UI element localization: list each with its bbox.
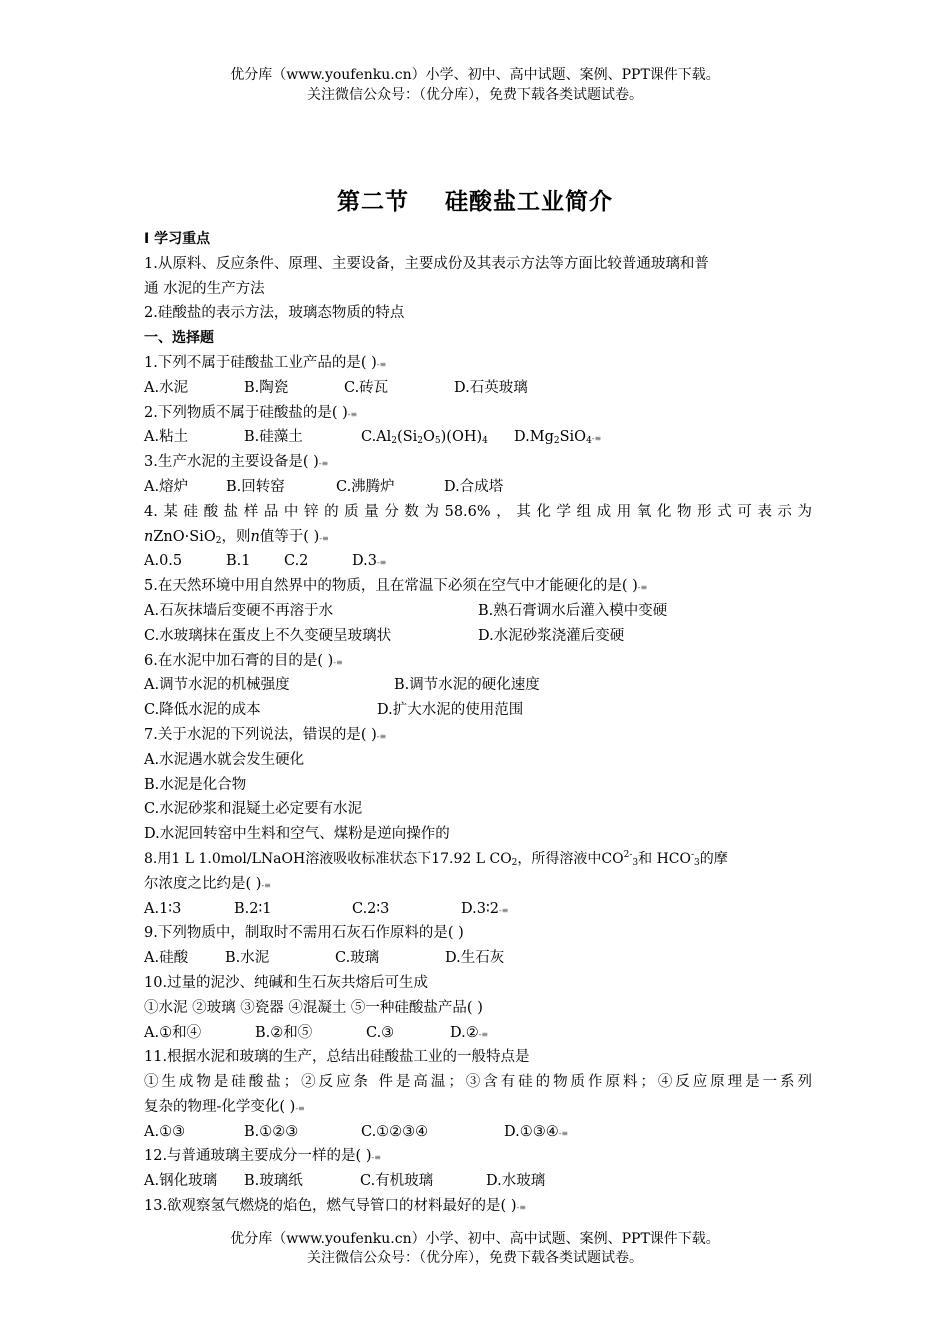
- option-d: D.水泥回转窑中生料和空气、煤粉是逆向操作的: [144, 826, 450, 843]
- option-b: B.玻璃纸: [244, 1173, 303, 1190]
- option-d: D.合成塔: [444, 478, 504, 495]
- mark: -≡: [318, 459, 329, 469]
- question-13-stem: [144, 1194, 812, 1219]
- option-a: A.水泥: [144, 379, 189, 396]
- option-a: A.粘土: [144, 429, 189, 446]
- option-a: A.钢化玻璃: [144, 1173, 218, 1190]
- option-a: A.0.5: [144, 553, 183, 570]
- option-d: D.3-≡: [352, 553, 387, 570]
- option-d: $D.Mg_2SiO_4-\equiv$: [514, 429, 602, 447]
- focus-point-2: 2.硅酸盐的表示方法，玻璃态物质的特点: [144, 305, 405, 322]
- mark: -≡: [516, 1203, 526, 1213]
- question-1-stem: [144, 351, 812, 376]
- option-b: B.熟石膏调水后灌入模中变硬: [478, 602, 668, 619]
- mark: -≡: [333, 657, 343, 667]
- question-9-options: [144, 946, 812, 971]
- question-12-options: [144, 1169, 812, 1194]
- option-b: B.水泥是化合物: [144, 776, 247, 793]
- page-title: 第二节 硅酸盐工业简介: [336, 189, 614, 215]
- question-text: 1.下列不属于硅酸盐工业产品的是( ): [144, 354, 377, 371]
- question-5-stem: [144, 574, 812, 599]
- question-10-options: [144, 1021, 812, 1046]
- option-a: A.①③: [144, 1123, 186, 1140]
- option-a: A.熔炉: [144, 478, 189, 495]
- question-5-options-cd: [144, 624, 812, 649]
- option-b: B.水泥: [225, 950, 270, 967]
- question-11-stem: 11.根据水泥和玻璃的生产，总结出硅酸盐工业的一般特点是: [144, 1049, 530, 1066]
- option-c: C.有机玻璃: [360, 1173, 434, 1190]
- section-heading-choice: 一、选择题: [144, 330, 214, 347]
- question-2-options: [144, 425, 812, 450]
- question-5-options-ab: [144, 599, 812, 624]
- question-text: 5.在天然环境中用自然界中的物质，且在常温下必须在空气中才能硬化的是( ): [144, 578, 638, 595]
- option-c: C.水玻璃抹在蛋皮上不久变硬呈玻璃状: [144, 627, 392, 644]
- option-c: C.砖瓦: [344, 379, 389, 396]
- question-text: 2.下列物质不属于硅酸盐的是( ): [144, 404, 348, 421]
- option-b: B.②和⑤: [255, 1024, 313, 1041]
- option-d: D.②-≡: [450, 1024, 489, 1041]
- footer-line-2: 关注微信公众号：（优分库），免费下载各类试题试卷。: [307, 1250, 643, 1266]
- question-11-options: [144, 1120, 812, 1145]
- option-d: D.扩大水泥的使用范围: [377, 702, 524, 719]
- option-b: B.陶瓷: [244, 379, 289, 396]
- question-9-stem: 9.下列物质中，制取时不需用石灰石作原料的是( ): [144, 925, 464, 942]
- question-8-options: [144, 897, 812, 922]
- option-a: A.1∶3: [144, 900, 182, 917]
- mark: -≡: [376, 359, 387, 369]
- option-c: C.2∶3: [352, 900, 390, 917]
- question-2-stem: [144, 401, 812, 426]
- option-a: A.①和④: [144, 1024, 202, 1041]
- option-b: B.调节水泥的硬化速度: [394, 677, 540, 694]
- question-1-options: [144, 376, 812, 401]
- header-line-2: 关注微信公众号：（优分库），免费下载各类试题试卷。: [307, 87, 643, 103]
- option-c: C.①②③④: [361, 1123, 429, 1140]
- question-3-options: [144, 475, 812, 500]
- question-text: 12.与普通玻璃主要成分一样的是( ): [144, 1148, 372, 1165]
- option-c: C.玻璃: [335, 950, 380, 967]
- question-10-stem: 10.过量的泥沙、纯碱和生石灰共熔后可生成: [144, 974, 429, 991]
- option-d: D.水玻璃: [486, 1173, 546, 1190]
- option-d: D.石英玻璃: [454, 379, 528, 396]
- option-a: A.硅酸: [144, 950, 189, 967]
- question-4-options: [144, 549, 812, 574]
- footer-line-1: 优分库（www.youfenku.cn）小学、初中、高中试题、案例、PPT课件下载。: [230, 1231, 720, 1247]
- option-c: C.2: [284, 553, 309, 570]
- mark: -≡: [637, 583, 648, 593]
- option-d: D.①③④-≡: [504, 1123, 569, 1140]
- question-6-options-ab: [144, 673, 812, 698]
- focus-point-1-line-1: 1.从原料、反应条件、原理、主要设备，主要成份及其表示方法等方面比较普通玻璃和普: [144, 255, 709, 272]
- option-c: $C.Al_2(Si_2O_5)(OH)_4$: [361, 429, 488, 447]
- mark: -≡: [347, 409, 358, 419]
- option-d: D.3∶2-≡: [461, 900, 509, 917]
- question-7-stem: [144, 723, 812, 748]
- option-b: B.2∶1: [234, 900, 272, 917]
- question-12-stem: [144, 1144, 812, 1169]
- question-text: 3.生产水泥的主要设备是( ): [144, 454, 319, 471]
- question-10-items: ①水泥 ②玻璃 ③瓷器 ④混凝土 ⑤一种硅酸盐产品( ): [144, 999, 483, 1016]
- option-d: D.水泥砂浆浇灌后变硬: [478, 627, 625, 644]
- option-d: D.生石灰: [445, 950, 505, 967]
- option-c: C.水泥砂浆和混疑土必定要有水泥: [144, 801, 363, 818]
- focus-point-1-line-2: 通 水泥的生产方法: [144, 280, 265, 297]
- question-4-stem-line-1: 4.某硅酸盐样品中锌的质量分数为58.6%，其化学组成用氧化物形式可表示为: [144, 503, 812, 520]
- question-4-stem-line-2: nZnO·SiO$_2$，则n值等于( )-≡: [144, 528, 329, 546]
- question-6-options-cd: [144, 698, 812, 723]
- question-8-stem-line-2: 尔浓度之比约是( )-≡: [144, 875, 271, 892]
- option-b: B.硅藻土: [244, 429, 303, 446]
- option-c: C.③: [366, 1024, 395, 1041]
- mark: -≡: [371, 1153, 381, 1163]
- option-a: A.石灰抹墙后变硬不再溶于水: [144, 602, 334, 619]
- question-6-stem: [144, 649, 812, 674]
- mark: -≡: [376, 731, 387, 741]
- question-8-stem-line-1: 8.用1 L 1.0mol/LNaOH溶液吸收标准状态下17.92 L $CO_2$，所得溶液中$CO^{2-}_3$和 $HCO^-_3$的摩: [144, 849, 728, 868]
- section-heading-focus: Ⅰ 学习重点: [144, 231, 211, 247]
- option-a: A.水泥遇水就会发生硬化: [144, 751, 305, 768]
- option-c: C.沸腾炉: [336, 478, 395, 495]
- question-11-line-3: 复杂的物理-化学变化( )-≡: [144, 1098, 305, 1115]
- question-text: 7.关于水泥的下列说法，错误的是( ): [144, 726, 377, 743]
- option-c: C.降低水泥的成本: [144, 702, 261, 719]
- option-b: B.1: [226, 553, 251, 570]
- question-11-line-2: ①生成物是硅酸盐；②反应条 件是高温；③含有硅的物质作原料；④反应原理是一系列: [144, 1074, 812, 1091]
- document-body: [144, 227, 812, 1219]
- question-text: 13.欲观察氢气燃烧的焰色，燃气导管口的材料最好的是( ): [144, 1198, 517, 1215]
- question-text: 6.在水泥中加石膏的目的是( ): [144, 652, 334, 669]
- header-line-1: 优分库（www.youfenku.cn）小学、初中、高中试题、案例、PPT课件下载。: [230, 67, 720, 83]
- option-b: B.回转窑: [226, 478, 285, 495]
- question-3-stem: [144, 450, 812, 475]
- option-a: A.调节水泥的机械强度: [144, 677, 290, 694]
- option-b: B.①②③: [244, 1123, 299, 1140]
